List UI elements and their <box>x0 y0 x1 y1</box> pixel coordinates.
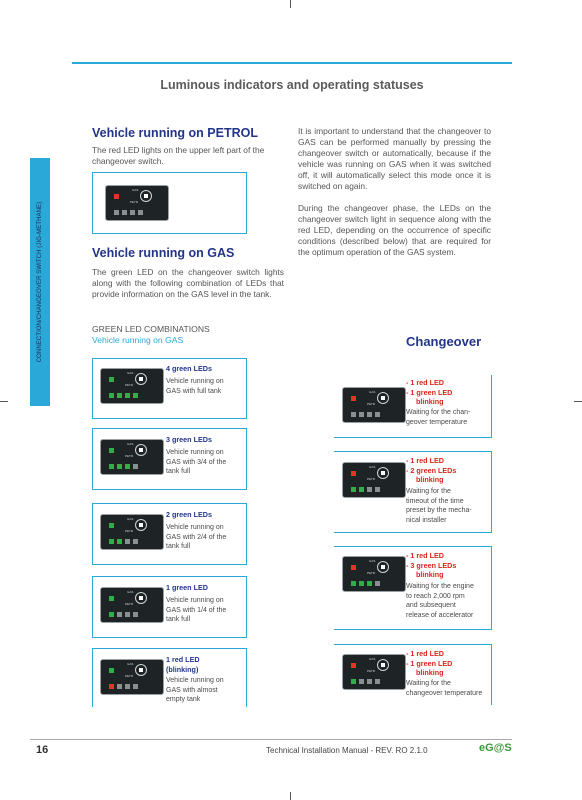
changeover-title: Changeover <box>406 334 482 349</box>
switch-button-icon: GAS PETR <box>129 373 155 385</box>
changeover-box-1 <box>334 375 492 438</box>
level-led <box>125 464 130 469</box>
level-led <box>351 412 356 417</box>
footer-text: Technical Installation Manual - REV. RO 2.1.0 <box>266 746 428 755</box>
level-led <box>375 679 380 684</box>
changeover-switch <box>100 368 164 404</box>
level-led <box>375 412 380 417</box>
level-led <box>367 581 372 586</box>
combo-label: 1 red LED (blinking) <box>166 655 200 674</box>
level-led <box>133 464 138 469</box>
changeover-switch <box>100 587 164 623</box>
level-led <box>133 393 138 398</box>
switch-button-icon: GAS PETR <box>129 519 155 531</box>
switch-button-icon: GAS PETR <box>371 467 397 479</box>
level-led <box>109 684 114 689</box>
level-led <box>138 210 143 215</box>
changeover-box-2 <box>334 451 492 533</box>
switch-button-icon: GAS PETR <box>129 592 155 604</box>
petrol-text: The red LED lights on the upper left part of the changeover switch. <box>92 145 265 166</box>
right-paragraph-2: During the changeover phase, the LEDs on the changeover switch light in sequence along with the red LED, depending on the occurrence of specific conditions (described below) that are required for the optimum operation of the GAS system. <box>298 203 491 257</box>
level-led <box>133 684 138 689</box>
red-led <box>351 565 356 570</box>
switch-button-icon: GAS PETR <box>129 664 155 676</box>
switch-button-icon: GAS PETR <box>134 190 160 202</box>
changeover-box-3 <box>334 546 492 630</box>
page-heading: Luminous indicators and operating statuses <box>160 78 424 92</box>
combo-box-5 <box>92 648 247 707</box>
changeover-switch <box>100 514 164 550</box>
right-column-text <box>298 126 491 269</box>
level-led <box>133 539 138 544</box>
changeover-desc: Waiting for the chan- geover temperature <box>406 409 471 426</box>
level-led <box>359 581 364 586</box>
changeover-switch <box>342 387 406 423</box>
egas-logo <box>478 740 518 754</box>
gas-text: The green LED on the changeover switch lights along with the following combination of LEDs that provide information on the GAS level in the tank. <box>92 267 284 299</box>
petrol-figure <box>92 172 247 234</box>
combos-subtitle: Vehicle running on GAS <box>92 335 184 345</box>
level-led <box>359 412 364 417</box>
level-led <box>122 210 127 215</box>
combo-desc: Vehicle running on GAS with 2/4 of the tank full <box>166 524 227 550</box>
combo-box-3 <box>92 503 247 565</box>
petrol-title: Vehicle running on PETROL <box>92 126 258 140</box>
changeover-switch <box>100 439 164 475</box>
level-led <box>117 684 122 689</box>
gas-title: Vehicle running on GAS <box>92 246 235 260</box>
level-led <box>125 612 130 617</box>
combo-desc: Vehicle running on GAS with 3/4 of the tank full <box>166 449 227 475</box>
changeover-switch <box>342 462 406 498</box>
changeover-switch <box>342 654 406 690</box>
combo-box-4 <box>92 576 247 638</box>
combo-desc: Vehicle running on GAS with full tank <box>166 378 224 395</box>
header-rule <box>72 62 512 64</box>
switch-button-icon: GAS PETR <box>371 561 397 573</box>
level-led <box>125 539 130 544</box>
combo-label: 3 green LEDs <box>166 435 212 444</box>
changeover-desc: Waiting for the timeout of the time preset by the mecha- nical installer <box>406 488 472 524</box>
changeover-box-4 <box>334 644 492 705</box>
level-led <box>109 612 114 617</box>
combos-title: GREEN LED COMBINATIONS <box>92 324 210 334</box>
green-led <box>109 448 114 453</box>
combo-label: 4 green LEDs <box>166 364 212 373</box>
switch-button-icon: GAS PETR <box>371 392 397 404</box>
level-led <box>117 464 122 469</box>
level-led <box>109 393 114 398</box>
green-led <box>109 523 114 528</box>
combo-label: 1 green LED <box>166 583 208 592</box>
crop-mark <box>0 401 8 402</box>
green-led <box>109 596 114 601</box>
changeover-status: - 1 red LED - 2 green LEDs blinking <box>406 456 457 484</box>
level-led <box>359 487 364 492</box>
svg-text:eG@S: eG@S <box>479 742 512 754</box>
level-led <box>117 393 122 398</box>
switch-button-icon: GAS PETR <box>129 444 155 456</box>
level-led <box>375 487 380 492</box>
level-led <box>117 612 122 617</box>
changeover-status: - 1 red LED - 3 green LEDs blinking <box>406 551 457 579</box>
level-led <box>109 464 114 469</box>
crop-mark <box>574 401 582 402</box>
right-paragraph-1: It is important to understand that the changeover to GAS can be performed manually by pressing the changeover switch or automatically, because if the vehicle was running on GAS when it was switched off, it will automatically select this mode once it is switched on again. <box>298 126 491 191</box>
level-led <box>351 581 356 586</box>
combo-box-2 <box>92 428 247 490</box>
combo-desc: Vehicle running on GAS with 1/4 of the tank full <box>166 597 227 623</box>
level-led <box>359 679 364 684</box>
crop-mark <box>290 792 291 800</box>
level-led <box>375 581 380 586</box>
combo-box-1 <box>92 358 247 419</box>
changeover-status: - 1 red LED - 1 green LED blinking <box>406 378 453 406</box>
footer-rule <box>30 739 512 740</box>
level-led <box>351 487 356 492</box>
red-led <box>114 194 119 199</box>
level-led <box>125 393 130 398</box>
crop-mark <box>290 0 291 8</box>
level-led <box>117 539 122 544</box>
changeover-switch <box>342 556 406 592</box>
level-led <box>133 612 138 617</box>
red-led <box>351 471 356 476</box>
level-led <box>130 210 135 215</box>
level-led <box>351 679 356 684</box>
level-led <box>367 487 372 492</box>
level-led <box>367 679 372 684</box>
level-led <box>114 210 119 215</box>
red-led <box>351 396 356 401</box>
level-led <box>109 539 114 544</box>
changeover-status: - 1 red LED - 1 green LED blinking <box>406 649 453 677</box>
level-led <box>367 412 372 417</box>
green-led <box>109 377 114 382</box>
page-number: 16 <box>36 744 49 756</box>
changeover-switch <box>105 185 169 221</box>
switch-button-icon: GAS PETR <box>371 659 397 671</box>
green-led <box>109 668 114 673</box>
changeover-desc: Waiting for the engine to reach 2,000 rpm and subsequent release of accelerator <box>406 583 474 619</box>
changeover-switch <box>100 659 164 695</box>
combo-desc: Vehicle running on GAS with almost empty tank <box>166 677 224 703</box>
level-led <box>125 684 130 689</box>
red-led <box>351 663 356 668</box>
changeover-desc: Waiting for the changeover temperature <box>406 680 483 697</box>
combo-label: 2 green LEDs <box>166 510 212 519</box>
